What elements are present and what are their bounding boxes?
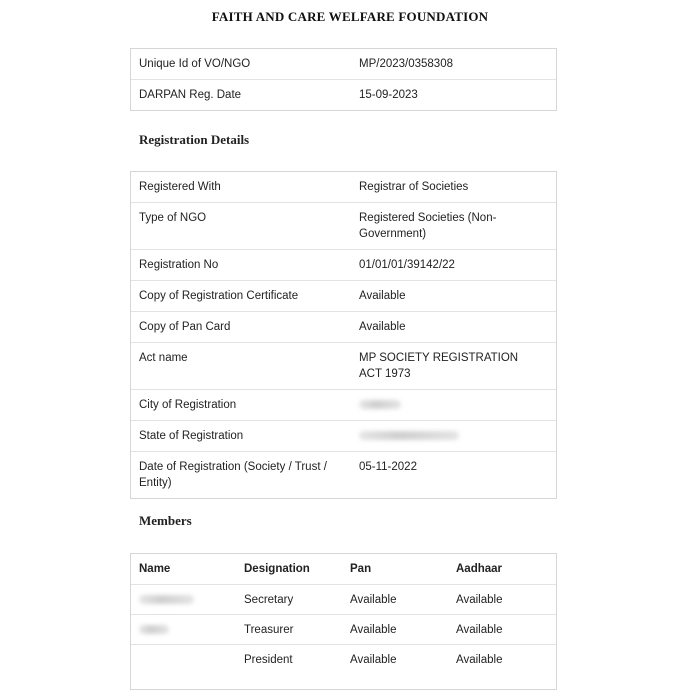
- field-value: MP/2023/0358308: [359, 58, 453, 70]
- column-header: Name: [139, 563, 171, 575]
- field-value: Available: [359, 290, 406, 302]
- table-row: [131, 79, 556, 110]
- member-name-redacted: [131, 592, 236, 608]
- field-value: 15-09-2023: [359, 89, 418, 101]
- member-aadhaar: Available: [456, 653, 503, 666]
- member-pan: Available: [350, 653, 397, 666]
- field-value: Registered Societies (Non-Government): [359, 212, 497, 240]
- field-value: MP SOCIETY REGISTRATION ACT 1973: [359, 352, 519, 380]
- redacted-text: [359, 431, 459, 440]
- redacted-text: [139, 625, 169, 634]
- field-label: State of Registration: [139, 430, 244, 442]
- table-row: [131, 584, 556, 614]
- field-value: 01/01/01/39142/22: [359, 259, 455, 271]
- table-row: [131, 311, 556, 342]
- field-label: Unique Id of VO/NGO: [139, 58, 251, 70]
- table-row: [131, 172, 556, 202]
- redacted-text: [359, 400, 401, 409]
- member-designation: President: [244, 653, 293, 666]
- column-header: Pan: [350, 563, 372, 575]
- member-designation: Treasurer: [244, 623, 294, 636]
- field-label: Copy of Pan Card: [139, 321, 231, 333]
- table-row: [131, 49, 556, 79]
- member-aadhaar: Available: [456, 593, 503, 606]
- registration-heading: Registration Details: [139, 132, 250, 147]
- field-label: City of Registration: [139, 399, 237, 411]
- field-value-redacted: [352, 390, 556, 420]
- field-value-redacted: [352, 421, 556, 451]
- table-row: [131, 280, 556, 311]
- field-value: Available: [359, 321, 406, 333]
- field-label: Act name: [139, 352, 188, 364]
- field-value: Registrar of Societies: [359, 181, 469, 193]
- table-header-row: [131, 554, 556, 584]
- table-row: [131, 249, 556, 280]
- member-pan: Available: [350, 593, 397, 606]
- member-name-redacted: [131, 622, 236, 638]
- table-row: [131, 644, 556, 674]
- field-label: DARPAN Reg. Date: [139, 89, 242, 101]
- field-value: 05-11-2022: [359, 461, 417, 473]
- registration-card: [130, 171, 557, 499]
- members-heading: Members: [139, 513, 192, 528]
- column-header: Designation: [244, 563, 310, 575]
- table-row: [131, 420, 556, 451]
- field-label: Registration No: [139, 259, 219, 271]
- column-header: Aadhaar: [456, 563, 503, 575]
- summary-card: [130, 48, 557, 111]
- field-label: Type of NGO: [139, 212, 207, 224]
- members-table: [130, 553, 557, 690]
- redacted-text: [139, 595, 194, 604]
- member-aadhaar: Available: [456, 623, 503, 636]
- member-designation: Secretary: [244, 593, 294, 606]
- field-label: Date of Registration (Society / Trust / Entity): [139, 461, 327, 489]
- table-row: [131, 451, 556, 498]
- field-label: Registered With: [139, 181, 221, 193]
- member-pan: Available: [350, 623, 397, 636]
- page-title: FAITH AND CARE WELFARE FOUNDATION: [211, 9, 489, 24]
- table-row: [131, 389, 556, 420]
- field-label: Copy of Registration Certificate: [139, 290, 299, 302]
- table-row: [131, 342, 556, 389]
- table-row: [131, 614, 556, 644]
- table-row: [131, 202, 556, 249]
